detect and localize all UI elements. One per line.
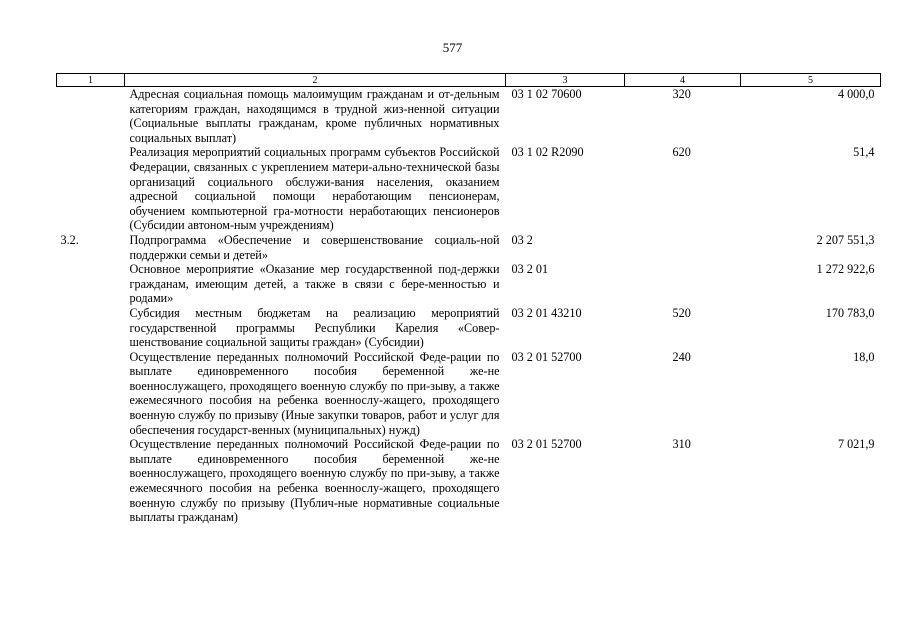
row-amount: 2 207 551,3 <box>816 232 875 247</box>
row-amount: 1 272 922,6 <box>816 262 875 277</box>
table-row <box>57 87 881 146</box>
column-header-3: 3 <box>506 74 625 87</box>
page-number: 577 <box>442 40 463 55</box>
row-expense-kind <box>625 233 741 262</box>
table-row <box>57 145 881 233</box>
row-target-code: 03 2 <box>511 232 533 247</box>
column-header-5: 5 <box>741 74 881 87</box>
row-target-code: 03 1 02 R2090 <box>511 145 584 160</box>
row-description: Основное мероприятие «Оказание мер государственной под-держки гражданам, имеющим детей, а также в связи с бере-менностью и родами» <box>129 262 500 306</box>
row-number <box>57 306 125 350</box>
row-expense-kind <box>625 262 741 306</box>
row-description: Подпрограмма «Обеспечение и совершенствование социаль-ной поддержки семьи и детей» <box>129 232 500 262</box>
table-row <box>57 233 881 262</box>
row-target-code: 03 2 01 52700 <box>511 349 582 364</box>
table-row <box>57 262 881 306</box>
row-amount: 170 783,0 <box>825 305 875 320</box>
row-expense-kind: 620 <box>672 145 691 160</box>
row-description: Осуществление переданных полномочий Российской Феде-рации по выплате единовременного пособия беременной же-не военнослужащего, проходящего военную службу по при-зыву, а также ежемесячного пособия на ребенка военнослу-жащего, проходящего военную службу по призыву (Публич-ные нормативные социальные выплаты гражданам) <box>129 437 500 525</box>
row-number <box>57 145 125 233</box>
column-header-2: 2 <box>125 74 506 87</box>
table-header <box>57 74 881 87</box>
header-row <box>57 74 881 87</box>
row-number <box>57 350 125 438</box>
column-header-4: 4 <box>625 74 741 87</box>
table-body <box>57 87 881 525</box>
row-number <box>57 87 125 146</box>
row-expense-kind: 320 <box>672 87 691 101</box>
row-description: Реализация мероприятий социальных программ субъектов Российской Федерации, связанных с укреплением матери-ально-технической базы организаций социального обслужи-вания населения, оказанием адресной социальной помощи неработающим пенсионерам, обучением компьютерной гра-мотности неработающих пенсионеров (Субсидии автоном-ным учреждениям) <box>129 145 500 233</box>
row-description: Субсидия местным бюджетам на реализацию мероприятий государственной программы Республики Карелия «Совер-шенствование социальной защиты граждан» (Субсидии) <box>129 305 500 350</box>
row-target-code: 03 2 01 43210 <box>511 305 582 320</box>
table-row <box>57 306 881 350</box>
budget-table <box>56 73 881 525</box>
table-row <box>57 350 881 438</box>
row-amount: 18,0 <box>853 349 875 364</box>
row-number <box>57 437 125 525</box>
row-amount: 7 021,9 <box>837 437 875 452</box>
row-target-code: 03 1 02 70600 <box>511 87 582 101</box>
row-number: 3.2. <box>60 232 79 247</box>
row-description: Адресная социальная помощь малоимущим гражданам и от-дельным категориям граждан, находящимся в трудной жиз-ненной ситуации (Социальные выплаты гражданам, кроме публичных нормативных социальных выплат) <box>129 87 500 145</box>
row-expense-kind: 520 <box>672 305 691 320</box>
row-target-code: 03 2 01 <box>511 262 549 277</box>
row-description: Осуществление переданных полномочий Российской Феде-рации по выплате единовременного пособия беременной же-не военнослужащего, проходящего военную службу по при-зыву, а также ежемесячного пособия на ребенка военнослу-жащего, проходящего военную службу по призыву (Иные закупки товаров, работ и услуг для обеспечения государст-венных (муниципальных) нужд) <box>129 349 500 437</box>
row-expense-kind: 240 <box>672 349 691 364</box>
row-expense-kind: 310 <box>672 437 691 452</box>
column-header-1: 1 <box>57 74 125 87</box>
row-amount: 51,4 <box>853 145 875 160</box>
row-target-code: 03 2 01 52700 <box>511 437 582 452</box>
row-amount: 4 000,0 <box>837 87 875 101</box>
table-row <box>57 437 881 525</box>
row-number <box>57 262 125 306</box>
